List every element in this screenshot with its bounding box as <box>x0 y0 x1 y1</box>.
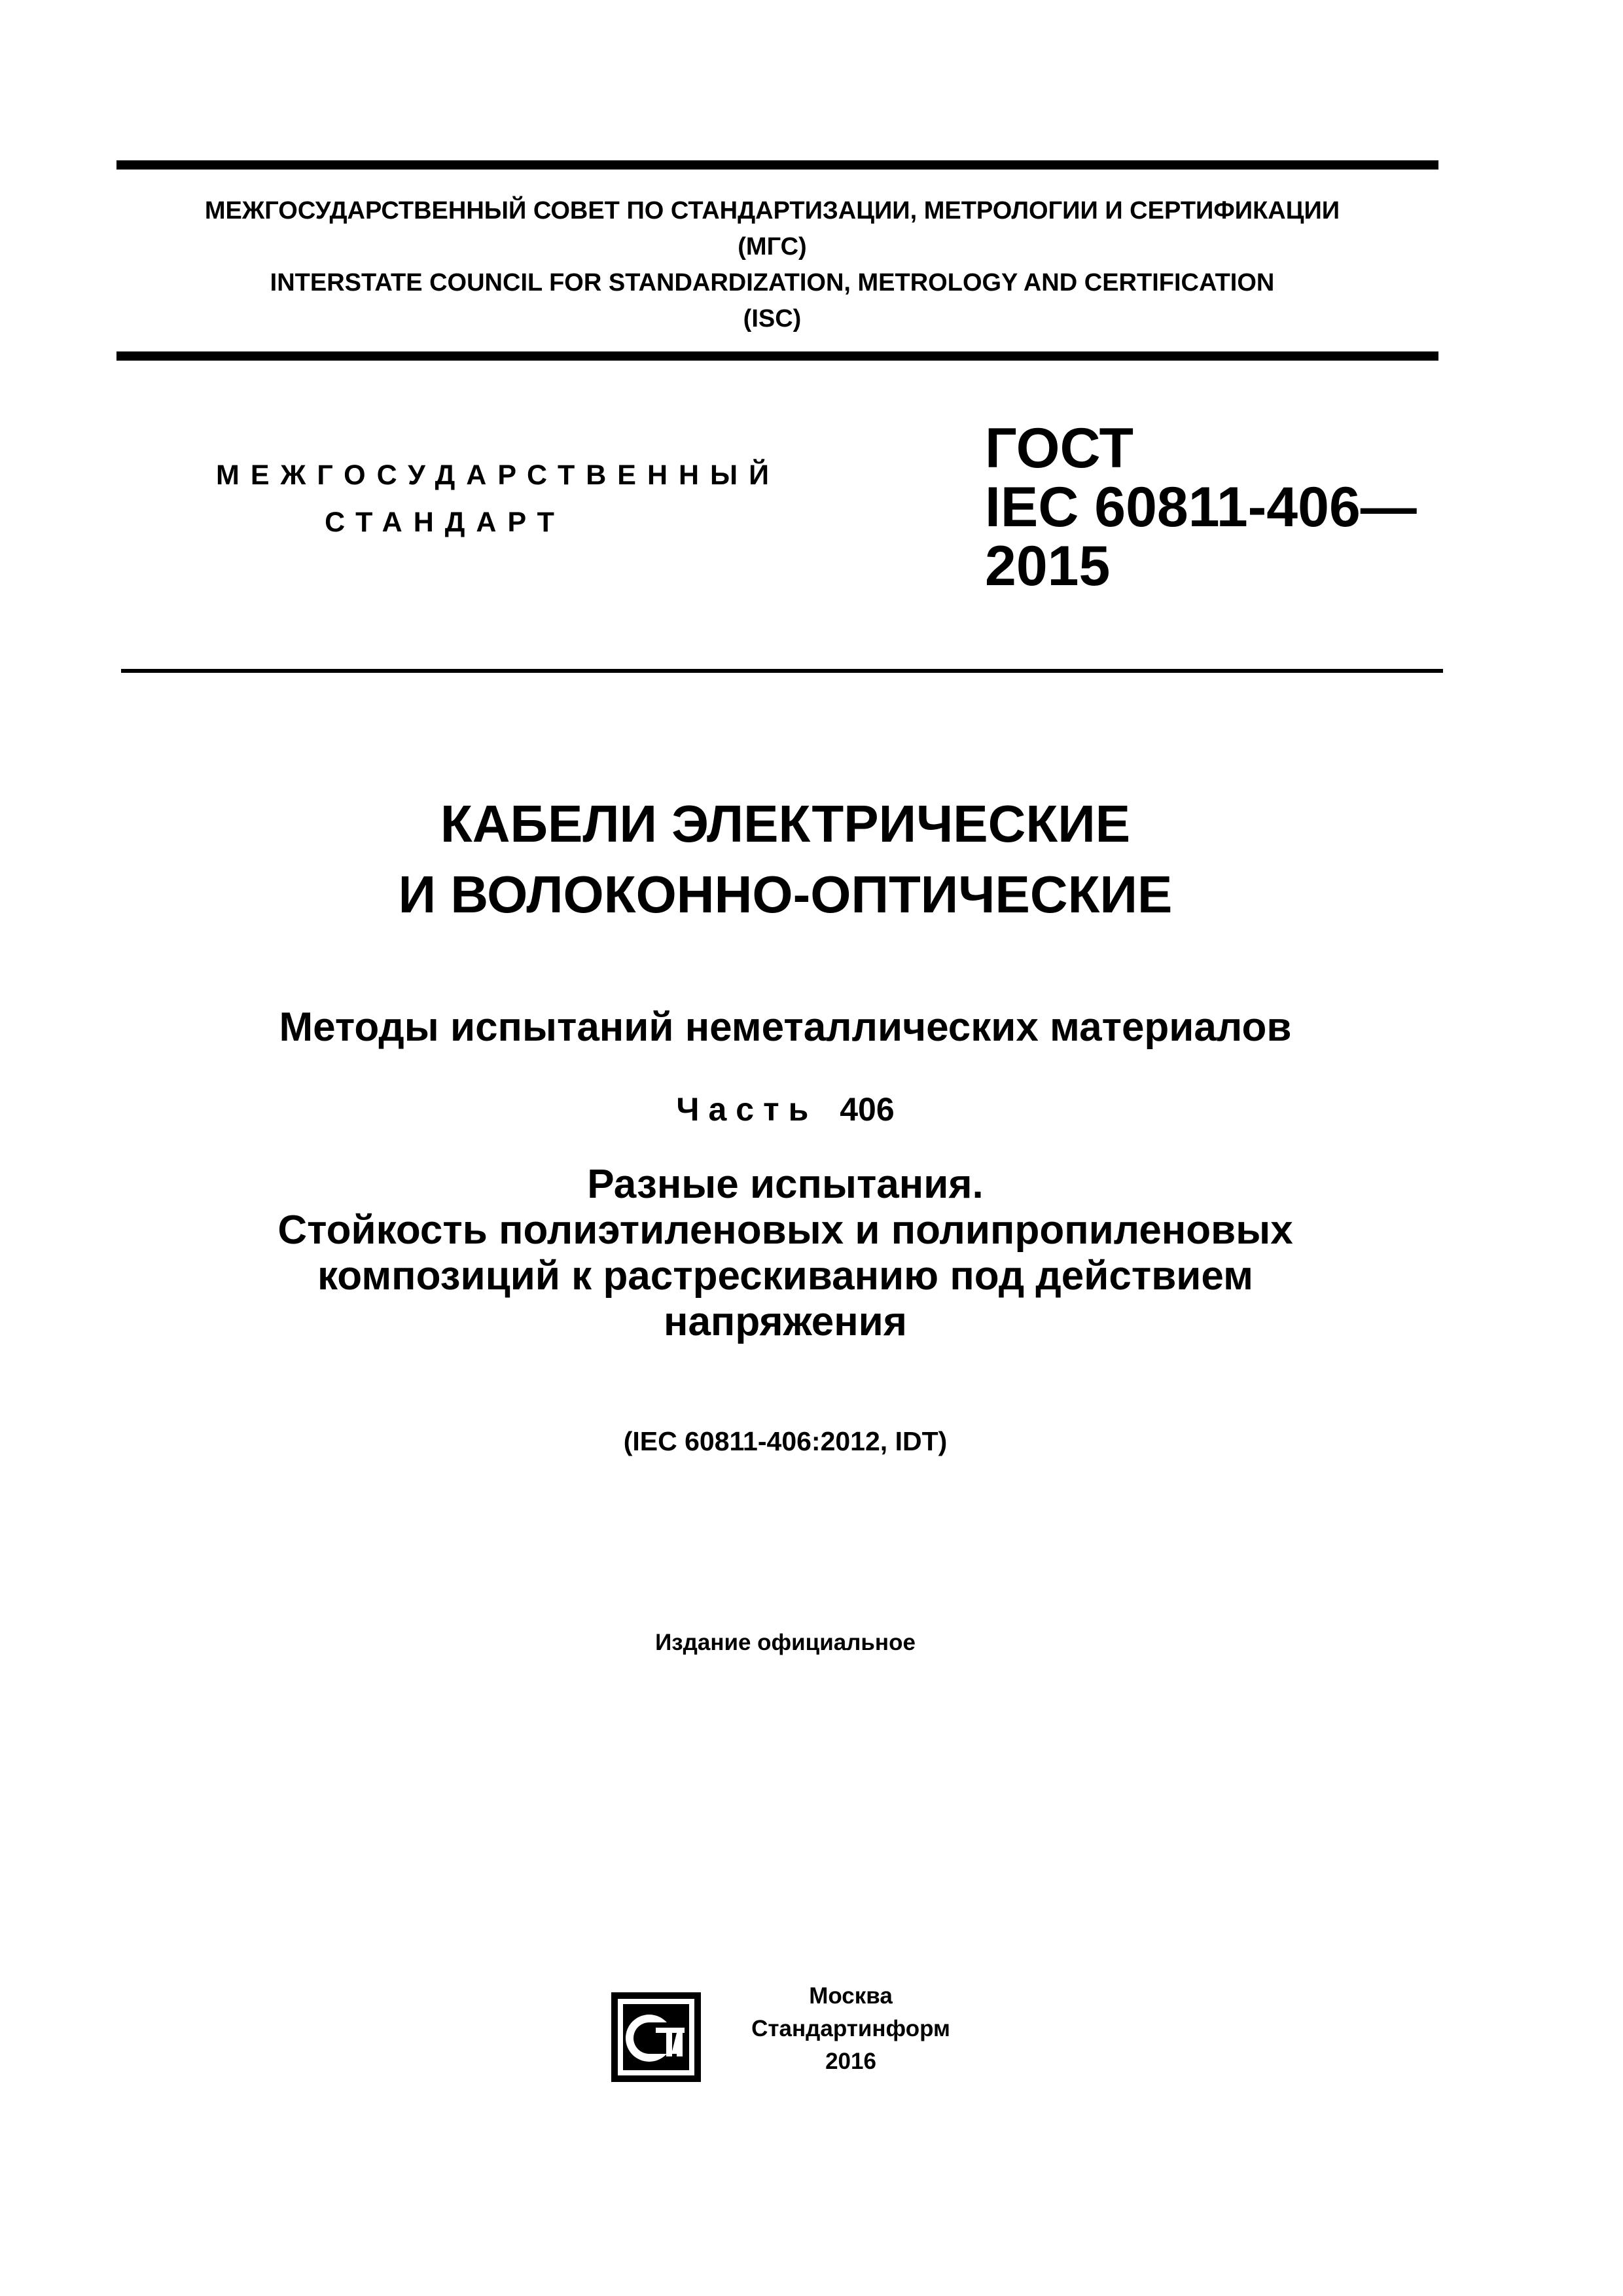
council-header <box>79 193 1466 337</box>
document-subtitle: Методы испытаний неметаллических материалов <box>279 1005 1292 1050</box>
part-line <box>524 1086 1047 1132</box>
council-abbr-en: (ISC) <box>743 305 802 332</box>
publisher-name: Стандартинформ <box>751 2016 950 2041</box>
designation-rule <box>121 669 1443 673</box>
publisher-info <box>707 1980 995 2078</box>
council-abbr-ru: (МГС) <box>738 233 807 260</box>
standartinform-logo <box>609 1990 704 2085</box>
publisher-city: Москва <box>809 1983 893 2009</box>
gost-year: 2015 <box>985 535 1111 598</box>
council-name-ru: МЕЖГОСУДАРСТВЕННЫЙ СОВЕТ ПО СТАНДАРТИЗАЦИИ, МЕТРОЛОГИИ И СЕРТИФИКАЦИИ <box>204 197 1340 224</box>
gost-label: ГОСТ <box>985 417 1134 480</box>
standard-kind-line1: МЕЖГОСУДАРСТВЕННЫЙ <box>216 459 781 491</box>
part-number: 406 <box>840 1091 895 1128</box>
publisher-year: 2016 <box>825 2049 876 2074</box>
council-name-en: INTERSTATE COUNCIL FOR STANDARDIZATION, METROLOGY AND CERTIFICATION <box>270 269 1275 296</box>
part-title <box>98 1162 1472 1345</box>
part-title-line3: композиций к растрескиванию под действием <box>317 1253 1253 1299</box>
part-label: Часть <box>676 1091 818 1128</box>
iec-identity: (IEC 60811-406:2012, IDT) <box>623 1426 948 1456</box>
header-bottom-rule <box>116 351 1438 361</box>
gost-designation <box>985 419 1417 596</box>
top-rule <box>116 160 1438 170</box>
standard-kind-line2: СТАНДАРТ <box>325 507 565 538</box>
part-title-line1: Разные испытания. <box>587 1162 984 1207</box>
part-title-line2: Стойкость полиэтиленовых и полипропиленовых <box>277 1208 1293 1253</box>
document-title <box>131 789 1440 930</box>
title-line2: И ВОЛОКОННО-ОПТИЧЕСКИЕ <box>398 865 1173 924</box>
standard-kind <box>216 452 781 546</box>
edition-note: Издание официальное <box>655 1630 916 1655</box>
part-title-line4: напряжения <box>664 1299 907 1344</box>
title-line1: КАБЕЛИ ЭЛЕКТРИЧЕСКИЕ <box>440 795 1131 853</box>
gost-number: IEC 60811-406— <box>985 476 1417 539</box>
